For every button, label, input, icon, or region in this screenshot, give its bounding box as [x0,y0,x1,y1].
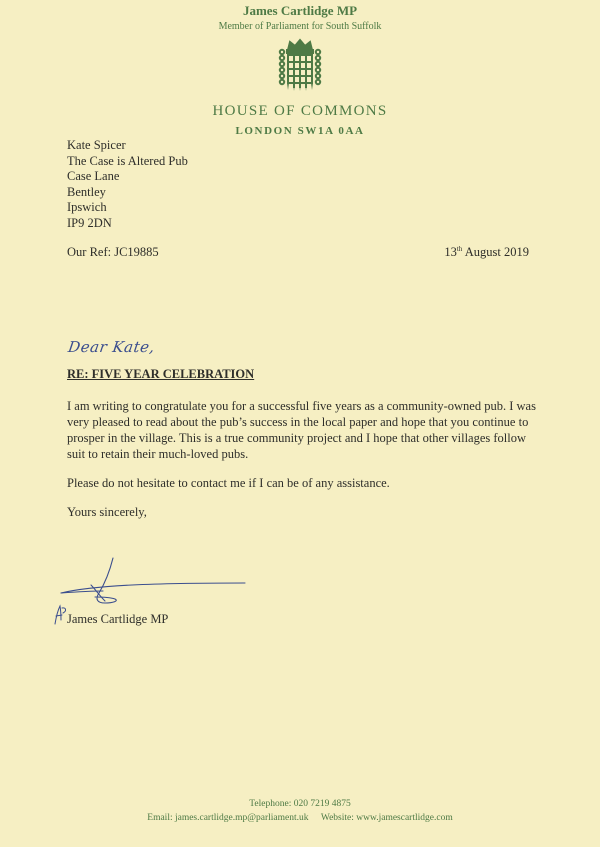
subject-line: RE: FIVE YEAR CELEBRATION [67,367,255,381]
our-reference: Our Ref: JC19885 [67,245,159,259]
date-day: 13 [444,245,457,260]
institution-name: HOUSE OF COMMONS [212,103,388,119]
address-line: The Case is Altered Pub [67,153,188,168]
address-line: Kate Spicer [67,138,126,152]
footer-email[interactable]: Email: james.cartlidge.mp@parliament.uk [147,813,309,823]
closing: Yours sincerely, [67,505,147,519]
date-rest: August 2019 [462,245,529,260]
portcullis-icon [276,38,324,94]
footer-website[interactable]: Website: www.jamescartlidge.com [320,813,453,823]
recipient-address [67,138,188,231]
address-line: IP9 2DN [67,215,112,230]
signature-initials [52,604,68,626]
body-paragraph: Please do not hesitate to contact me if I can be of any assistance. [67,476,390,490]
handwritten-greeting: Dear Kate, [67,338,157,356]
mp-role: Member of Parliament for South Suffolk [218,21,382,32]
address-line: Bentley [67,184,106,199]
mp-name: James Cartlidge MP [242,3,358,18]
signer-name: James Cartlidge MP [67,612,169,626]
address-line: Ipswich [67,200,107,214]
footer-telephone: Telephone: 020 7219 4875 [249,799,351,809]
address-line: Case Lane [67,169,120,183]
institution-address: LONDON SW1A 0AA [235,125,365,137]
date-suffix: th [456,245,463,253]
letter-date [444,245,529,260]
footer-contact [0,813,600,823]
body-paragraph: I am writing to congratulate you for a successful five years as a community-owned pub. I was very pleased to read about the pub’s success in the local paper and hope that you continue to prosper in the village. This is a true community project and I hope that other villages follow suit to retain their much-loved pubs. [67,399,536,461]
signature [55,555,255,610]
